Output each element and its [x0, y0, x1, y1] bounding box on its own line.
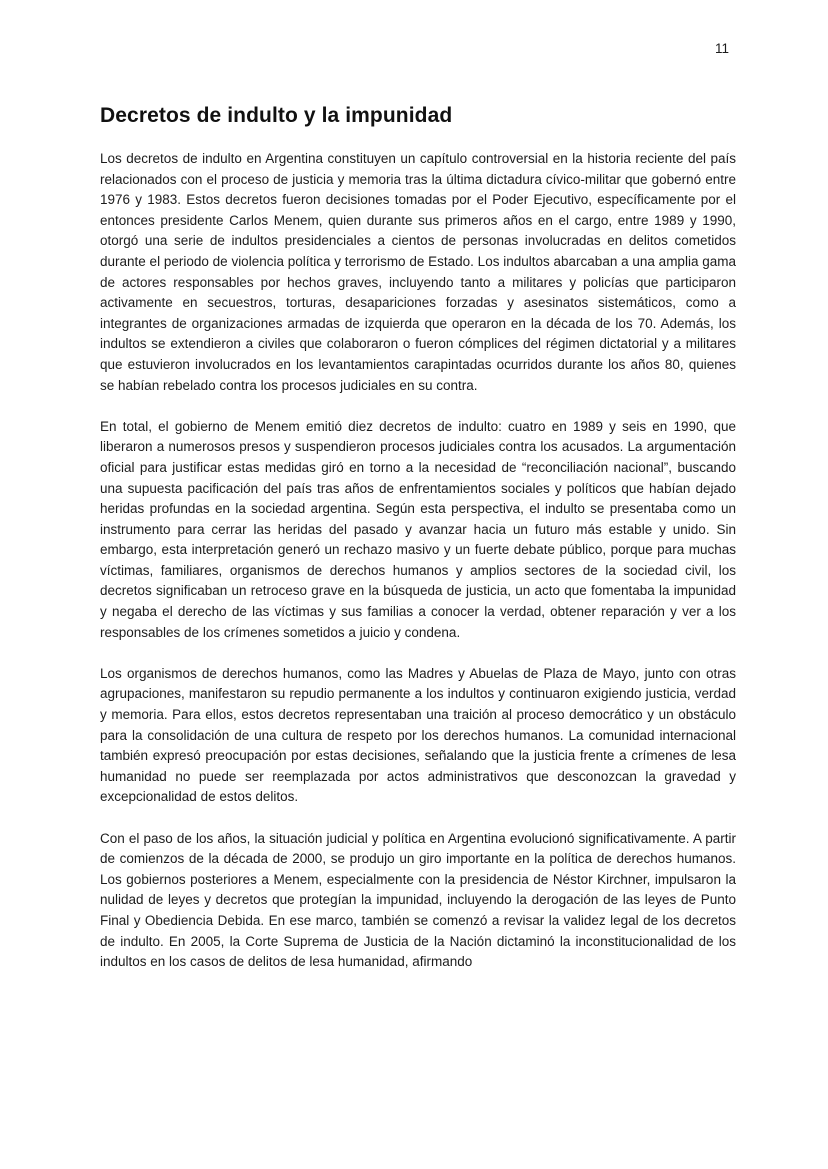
paragraph-1: Los decretos de indulto en Argentina constituyen un capítulo controversial en la historia reciente del país relacionados con el proceso de justicia y memoria tras la última dictadura cívico-militar que gobernó entre 1976 y 1983. Estos decretos fueron decisiones tomadas por el Poder Ejecutivo, específicamente por el entonces presidente Carlos Menem, quien durante sus primeros años en el cargo, entre 1989 y 1990, otorgó una serie de indultos presidenciales a cientos de personas involucradas en delitos cometidos durante el periodo de violencia política y terrorismo de Estado. Los indultos abarcaban a una amplia gama de actores responsables por hechos graves, incluyendo tanto a militares y policías que participaron activamente en secuestros, torturas, desapariciones forzadas y asesinatos sistemáticos, como a integrantes de organizaciones armadas de izquierda que operaron en la década de los 70. Además, los indultos se extendieron a civiles que colaboraron o fueron cómplices del régimen dictatorial y a militares que estuvieron involucrados en los levantamientos carapintadas ocurridos durante los años 80, quienes se habían rebelado contra los procesos judiciales en su contra. [100, 151, 736, 393]
page-number: 11 [714, 41, 729, 56]
document-title: Decretos de indulto y la impunidad [100, 104, 453, 127]
paragraph-2: En total, el gobierno de Menem emitió diez decretos de indulto: cuatro en 1989 y seis en 1990, que liberaron a numerosos presos y suspendieron procesos judiciales contra los acusados. La argumentación oficial para justificar estas medidas giró en torno a la necesidad de “reconciliación nacional”, buscando una supuesta pacificación del país tras años de enfrentamientos sociales y políticos que habían dejado heridas profundas en la sociedad argentina. Según esta perspectiva, el indulto se presentaba como un instrumento para cerrar las heridas del pasado y avanzar hacia un futuro más estable y unido. Sin embargo, esta interpretación generó un rechazo masivo y un fuerte debate público, porque para muchas víctimas, familiares, organismos de derechos humanos y amplios sectores de la sociedad civil, los decretos significaban un retroceso grave en la búsqueda de justicia, un acto que fomentaba la impunidad y negaba el derecho de las víctimas y sus familias a conocer la verdad, obtener reparación y ver a los responsables de los crímenes sometidos a juicio y condena. [100, 418, 736, 640]
paragraph-4: Con el paso de los años, la situación judicial y política en Argentina evolucionó significativamente. A partir de comienzos de la década de 2000, se produjo un giro importante en la política de derechos humanos. Los gobiernos posteriores a Menem, especialmente con la presidencia de Néstor Kirchner, impulsaron la nulidad de leyes y decretos que protegían la impunidad, incluyendo la derogación de las leyes de Punto Final y Obediencia Debida. En ese marco, también se comenzó a revisar la validez legal de los decretos de indulto. En 2005, la Corte Suprema de Justicia de la Nación dictaminó la inconstitucionalidad de los indultos en los casos de delitos de lesa humanidad, afirmando [100, 830, 736, 970]
paragraph-3: Los organismos de derechos humanos, como las Madres y Abuelas de Plaza de Mayo, junto con otras agrupaciones, manifestaron su repudio permanente a los indultos y continuaron exigiendo justicia, verdad y memoria. Para ellos, estos decretos representaban una traición al proceso democrático y un obstáculo para la consolidación de una cultura de respeto por los derechos humanos. La comunidad internacional también expresó preocupación por estas decisiones, señalando que la justicia frente a crímenes de lesa humanidad no puede ser reemplazada por actos administrativos que desconozcan la gravedad y excepcionalidad de estos delitos. [100, 665, 736, 805]
